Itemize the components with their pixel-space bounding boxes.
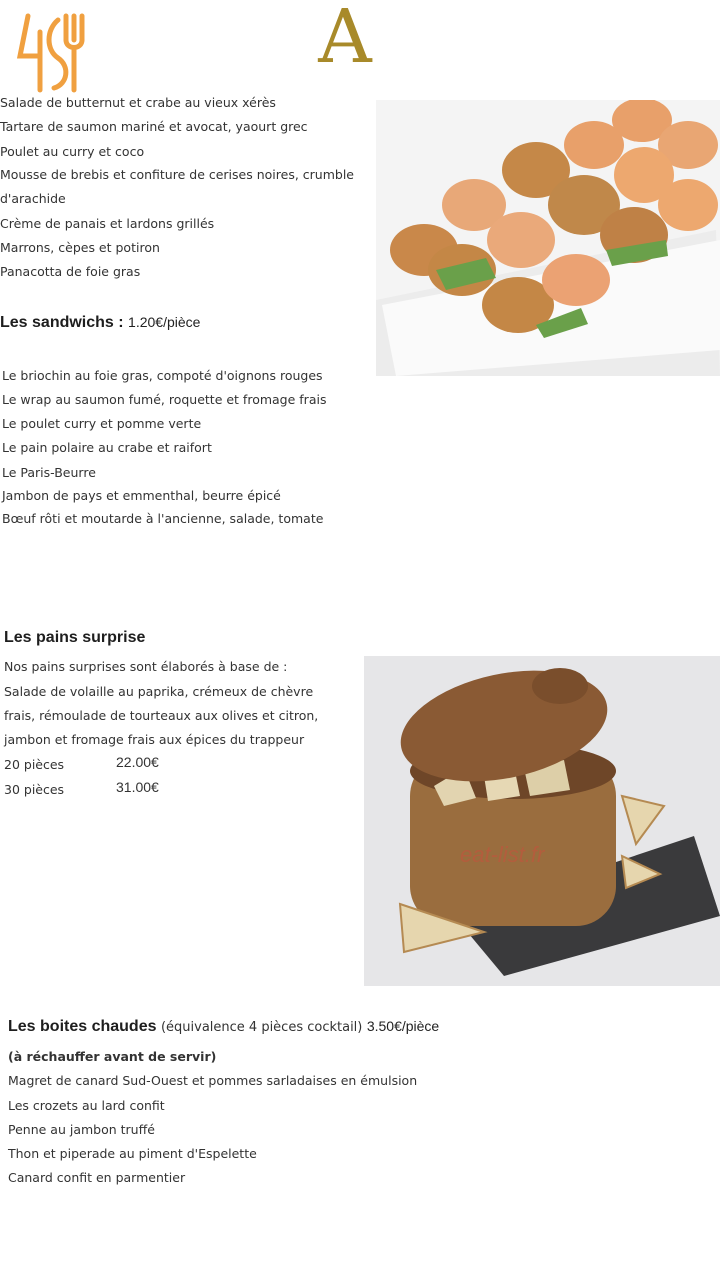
list-item: Salade de butternut et crabe au vieux xérès (0, 95, 276, 110)
boites-chaudes-note: (équivalence 4 pièces cocktail) (160, 1020, 363, 1035)
brand-letter-logo (290, 0, 400, 66)
list-item: Thon et piperade au piment d'Espelette (8, 1146, 257, 1161)
price-label: 20 pièces (4, 757, 65, 772)
list-item: Le pain polaire au crabe et raifort (2, 440, 212, 455)
description-line: frais, rémoulade de tourteaux aux olives et citron, (4, 708, 319, 723)
list-item: Le wrap au saumon fumé, roquette et fromage frais (2, 392, 327, 407)
list-item: Le poulet curry et pomme verte (2, 416, 202, 431)
sandwiches-price: 1.20€/pièce (128, 314, 201, 330)
list-item: Marrons, cèpes et potiron (0, 240, 160, 255)
list-item: Penne au jambon truffé (8, 1122, 155, 1137)
description-line: jambon et fromage frais aux épices du trappeur (4, 732, 305, 747)
sandwiches-heading (0, 314, 200, 332)
list-item: Le briochin au foie gras, compoté d'oignons rouges (2, 368, 323, 383)
brand-letter: A (318, 0, 372, 66)
price-label: 30 pièces (4, 782, 65, 797)
description-line: Salade de volaille au paprika, crémeux de chèvre (4, 684, 314, 699)
pain-surprise-photo (364, 656, 720, 986)
pains-surprise-title: Les pains surprise (4, 629, 146, 646)
list-item: d'arachide (0, 191, 66, 206)
list-item: Magret de canard Sud-Ouest et pommes sarladaises en émulsion (8, 1073, 418, 1088)
list-item: Poulet au curry et coco (0, 144, 145, 159)
sandwiches-photo (376, 100, 720, 376)
sandwiches-title: Les sandwichs : (0, 314, 124, 331)
list-item: Panacotta de foie gras (0, 264, 141, 279)
boites-chaudes-subnote: (à réchauffer avant de servir) (8, 1049, 217, 1064)
sandwiches-illustration (376, 100, 720, 376)
list-item: Les crozets au lard confit (8, 1098, 165, 1113)
boites-chaudes-title: Les boites chaudes (8, 1018, 157, 1035)
list-item: Crème de panais et lardons grillés (0, 216, 215, 231)
price-value: 31.00€ (116, 779, 159, 795)
restaurant-logo-icon (14, 10, 86, 94)
list-item: Mousse de brebis et confiture de cerises noires, crumble (0, 167, 354, 182)
price-value: 22.00€ (116, 754, 159, 770)
boites-chaudes-heading (8, 1018, 439, 1036)
list-item: Bœuf rôti et moutarde à l'ancienne, salade, tomate (2, 511, 324, 526)
boites-chaudes-price: 3.50€/pièce (366, 1018, 440, 1034)
watermark-text: eat-list.fr (460, 842, 545, 867)
list-item: Le Paris-Beurre (2, 465, 96, 480)
list-item: Jambon de pays et emmenthal, beurre épicé (2, 488, 281, 503)
list-item: Tartare de saumon mariné et avocat, yaourt grec (0, 119, 308, 134)
list-item: Canard confit en parmentier (8, 1170, 186, 1185)
description-line: Nos pains surprises sont élaborés à base de : (4, 659, 288, 674)
pain-surprise-illustration (364, 656, 720, 986)
